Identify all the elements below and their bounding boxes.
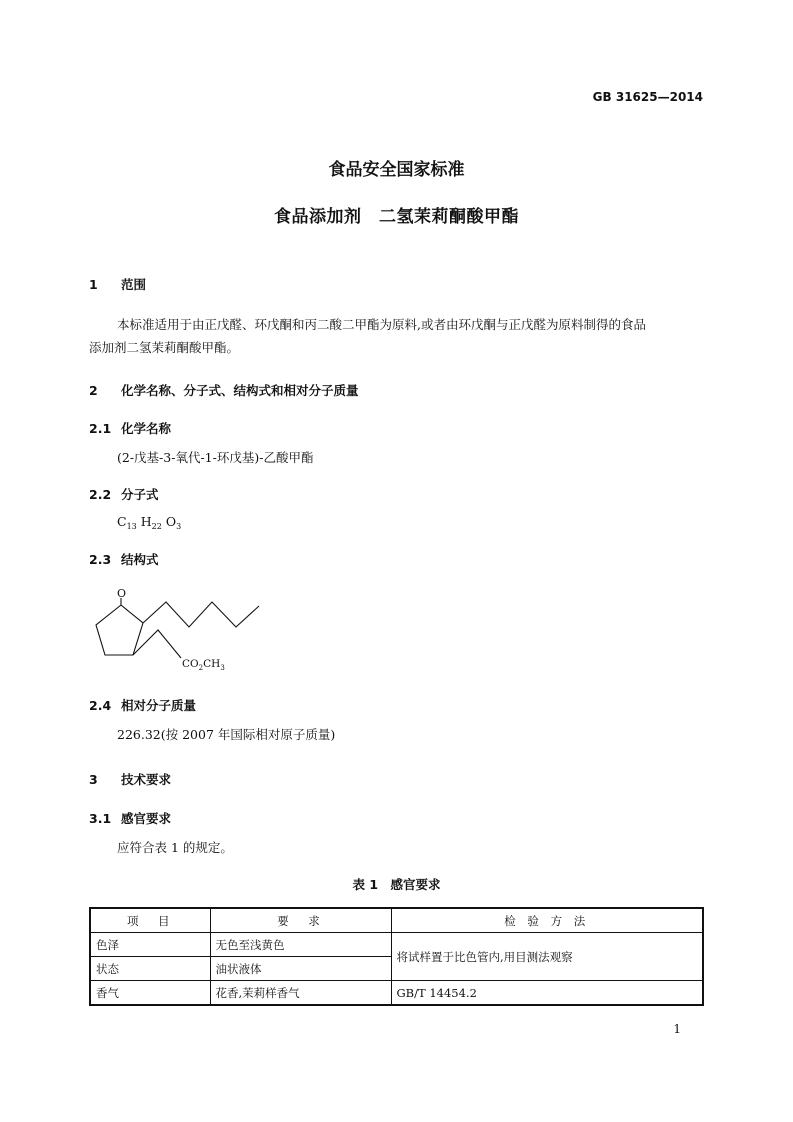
scope-text-line-1: 本标准适用于由正戊醛、环戊酮和丙二酸二甲酯为原料,或者由环戊酮与正戊醛为原料制得的食品 [117,317,646,332]
table-header-cell: 检 验 方 法 [391,908,703,933]
document-code: GB 31625—2014 [592,90,703,104]
document-subtitle: 食品添加剂 二氢茉莉酮酸甲酯 [274,207,519,227]
table-cell-requirement: 花香,茉莉样香气 [210,981,391,1006]
table-cell-requirement: 油状液体 [210,957,391,981]
section-number: 3.1 [89,811,112,826]
section-number: 2.3 [89,552,112,567]
table-cell-item: 香气 [90,981,210,1006]
section-2-heading [89,381,359,399]
ester-group-label: $CO_2CH_3$ [182,658,225,672]
section-number: 2.4 [89,698,112,713]
molecular-formula: $C_{13}$ $H_{22}$ $O_3$ [117,514,182,531]
structural-formula [85,585,265,675]
table-cell-method: GB/T 14454.2 [391,981,703,1006]
sensory-requirement-text: 应符合表 1 的规定。 [117,840,233,855]
section-3-heading [89,770,171,788]
section-number: 1 [89,277,98,292]
section-title: 范围 [121,277,147,292]
table-cell-item: 状态 [90,957,210,981]
table-caption: 表 1 感官要求 [352,877,441,892]
section-2-3-heading [89,550,159,568]
table-cell-item: 色泽 [90,933,210,957]
sensory-requirements-table [89,907,704,1006]
section-number: 2.2 [89,487,112,502]
section-number: 3 [89,772,98,787]
section-title: 分子式 [121,487,159,502]
table-header-cell: 项 目 [90,908,210,933]
page-number: 1 [673,1022,681,1036]
section-2-4-heading [89,696,196,714]
section-3-1-heading [89,809,171,827]
table-cell-method: 将试样置于比色管内,用目测法观察 [391,933,703,981]
section-number: 2.1 [89,421,112,436]
section-2-2-heading [89,485,159,503]
table-row [90,933,703,957]
table-header-row [90,908,703,933]
section-title: 相对分子质量 [121,698,197,713]
ketone-oxygen-label: O [117,587,127,600]
section-number: 2 [89,383,98,398]
chemical-name: (2-戊基-3-氧代-1-环戊基)-乙酸甲酯 [117,450,314,465]
section-2-1-heading [89,419,171,437]
section-title: 结构式 [121,552,159,567]
section-title: 感官要求 [121,811,172,826]
section-title: 技术要求 [121,772,172,787]
section-title: 化学名称、分子式、结构式和相对分子质量 [121,383,359,398]
scope-text-line-2: 添加剂二氢茉莉酮酸甲酯。 [89,340,240,355]
document-title: 食品安全国家标准 [328,160,465,180]
section-1-heading [89,275,146,293]
table-header-cell: 要 求 [210,908,391,933]
section-title: 化学名称 [121,421,172,436]
table-row [90,981,703,1006]
molecular-mass: 226.32(按 2007 年国际相对原子质量) [117,727,336,742]
table-cell-requirement: 无色至浅黄色 [210,933,391,957]
